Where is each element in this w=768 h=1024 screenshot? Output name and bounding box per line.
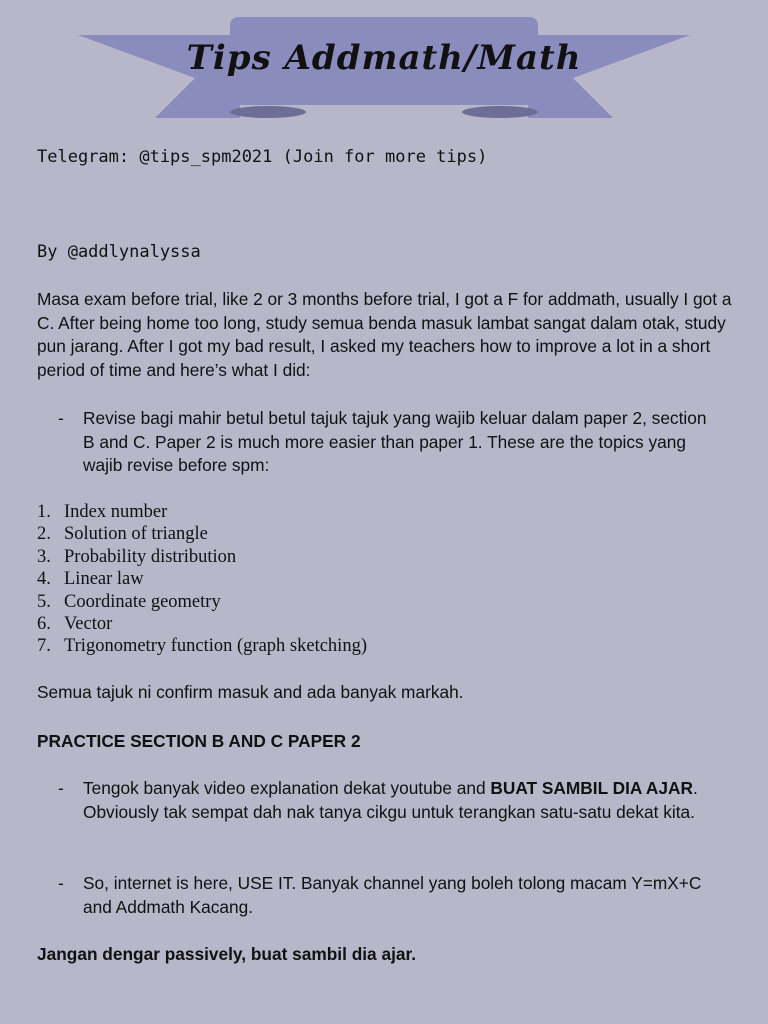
list-item: 5. Coordinate geometry: [37, 591, 221, 612]
ribbon-right-fold: [462, 106, 538, 118]
tip-video: - Tengok banyak video explanation dekat youtube and BUAT SAMBIL DIA AJAR. Obviously tak sempat dah nak tanya cikgu untuk terangkan satu-satu dekat kita.: [58, 777, 718, 824]
list-item: 4. Linear law: [37, 569, 144, 590]
list-item: 7. Trigonometry function (graph sketching): [37, 636, 367, 657]
topic-list: [37, 501, 367, 658]
list-item: 3. Probability distribution: [37, 546, 237, 567]
author-line: By @addlynalyssa: [37, 242, 201, 262]
intro-paragraph: Masa exam before trial, like 2 or 3 months before trial, I got a F for addmath, usually I got a C. After being home too long, study semua benda masuk lambat sangat dalam otak, study pun jarang. After I got my bad result, I asked my teachers how to improve a lot in a short period of time and here’s what I did:: [37, 289, 732, 380]
tip-video-text: Tengok banyak video explanation dekat youtube and BUAT SAMBIL DIA AJAR. Obviously tak sempat dah nak tanya cikgu untuk terangkan satu-satu dekat kita.: [83, 778, 698, 822]
practice-heading: PRACTICE SECTION B AND C PAPER 2: [37, 731, 361, 751]
ribbon-left-fold: [230, 106, 306, 118]
closing-line: Jangan dengar passively, buat sambil dia ajar.: [37, 944, 417, 964]
tip-internet: - So, internet is here, USE IT. Banyak channel yang boleh tolong macam Y=mX+C and Addmath Kacang.: [58, 872, 718, 919]
bullet-dash: -: [58, 408, 64, 428]
tip-revise: [58, 407, 718, 478]
tip-revise-text: Revise bagi mahir betul betul tajuk tajuk yang wajib keluar dalam paper 2, section B and C. Paper 2 is much more easier than paper 1. These are the topics yang wajib revise before spm:: [83, 408, 707, 475]
list-item: 6. Vector: [37, 614, 113, 635]
tip-internet-text: So, internet is here, USE IT. Banyak channel yang boleh tolong macam Y=mX+C and Addmath Kacang.: [83, 873, 702, 917]
confirm-line: Semua tajuk ni confirm masuk and ada banyak markah.: [37, 682, 464, 702]
telegram-line: Telegram: @tips_spm2021 (Join for more tips): [37, 147, 488, 167]
list-item: 2. Solution of triangle: [37, 524, 208, 545]
list-item: 1. Index number: [37, 502, 168, 522]
page-title: Tips Addmath/Math: [186, 38, 582, 78]
